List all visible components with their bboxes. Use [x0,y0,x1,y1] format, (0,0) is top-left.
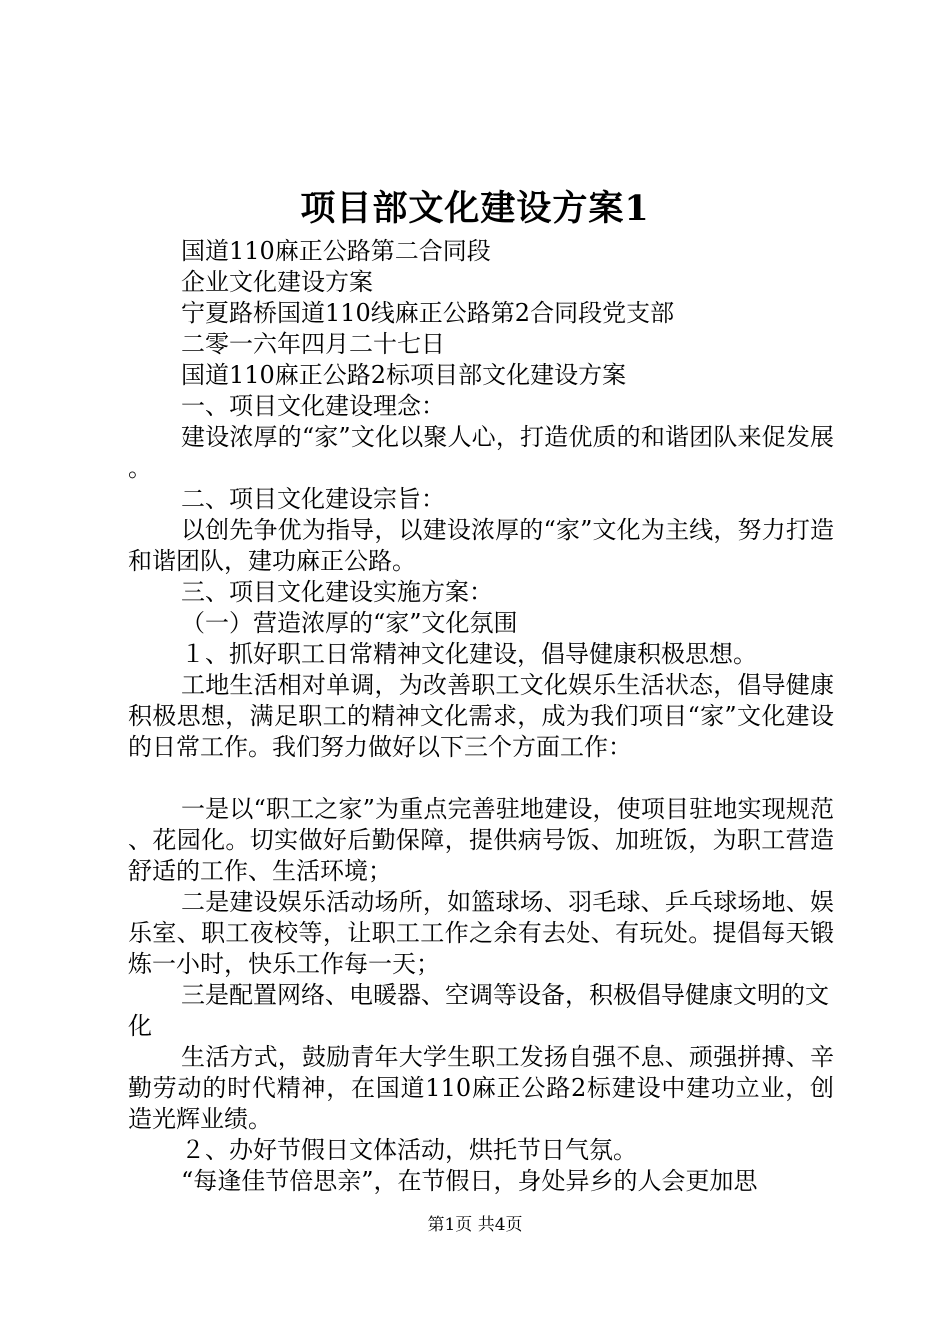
paragraph-daily-work: 工地生活相对单调，为改善职工文化娱乐生活状态，倡导健康积极思想，满足职工的精神文化需求，成为我们项目“家”文化建设的日常工作。我们努力做好以下三个方面工作： [128,671,834,761]
document-body [128,236,834,1197]
paragraph-point-one: 一是以“职工之家”为重点完善驻地建设，使项目驻地实现规范、花园化。切实做好后勤保障，提供病号饭、加班饭，为职工营造舒适的工作、生活环境； [128,795,834,885]
heading-concept: 一、项目文化建设理念： [181,392,445,420]
paragraph-gap [128,763,834,794]
paragraph-subtitle: 企业文化建设方案 [181,268,373,296]
heading-section-one: （一）营造浓厚的“家”文化氛围 [181,609,518,637]
heading-item-one: １、抓好职工日常精神文化建设，倡导健康积极思想。 [181,640,757,668]
heading-item-two: ２、办好节假日文体活动，烘托节日气氛。 [181,1136,637,1164]
heading-purpose: 二、项目文化建设宗旨： [181,485,445,513]
paragraph-lifestyle: 生活方式，鼓励青年大学生职工发扬自强不息、顽强拼搏、辛勤劳动的时代精神，在国道110麻正公路2标建设中建功立业，创造光辉业绩。 [128,1043,834,1133]
paragraph-holidays: “每逢佳节倍思亲”，在节假日，身处异乡的人会更加思 [181,1167,758,1195]
paragraph-organization: 宁夏路桥国道110线麻正公路第2合同段党支部 [181,299,675,327]
page-number-footer: 第1页 共4页 [427,1215,523,1235]
paragraph-date: 二零一六年四月二十七日 [181,330,445,358]
paragraph-point-three: 三是配置网络、电暖器、空调等设备，积极倡导健康文明的文化 [128,981,829,1040]
paragraph-concept: 建设浓厚的“家”文化以聚人心，打造优质的和谐团队来促发展。 [128,423,834,482]
heading-implementation: 三、项目文化建设实施方案： [181,578,493,606]
paragraph-project-name: 国道110麻正公路第二合同段 [181,237,491,265]
paragraph-plan-title: 国道110麻正公路2标项目部文化建设方案 [181,361,627,389]
paragraph-point-two: 二是建设娱乐活动场所，如篮球场、羽毛球、乒乓球场地、娱乐室、职工夜校等，让职工工作之余有去处、有玩处。提倡每天锻炼一小时，快乐工作每一天； [128,888,834,978]
paragraph-purpose: 以创先争优为指导，以建设浓厚的“家”文化为主线，努力打造和谐团队，建功麻正公路。 [128,516,834,575]
document-title: 项目部文化建设方案1 [300,188,650,229]
